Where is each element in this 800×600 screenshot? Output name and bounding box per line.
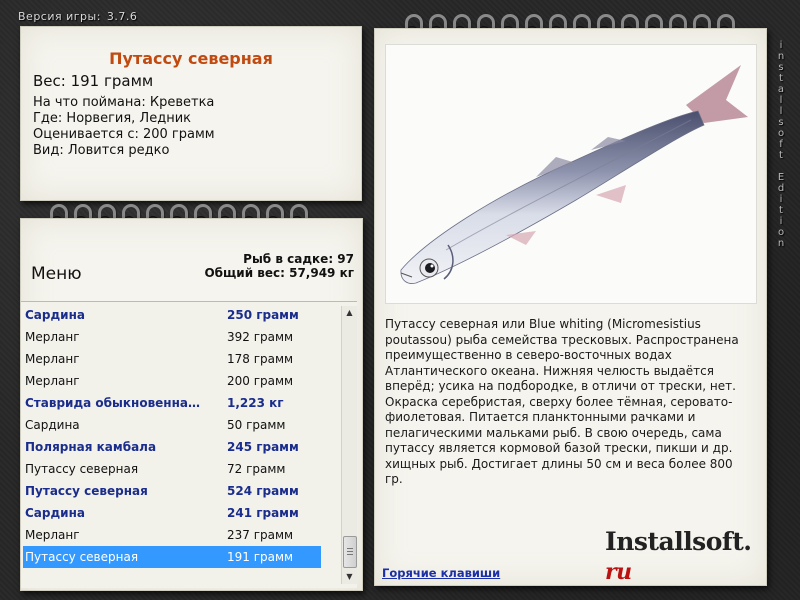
fish-photo (385, 44, 757, 304)
scroll-thumb[interactable] (343, 536, 357, 568)
catch-list-row[interactable] (23, 502, 321, 524)
fish-description: Путассу северная или Blue whiting (Micromesistius poutassou) рыба семейства тресковых. Распространена преимущественно в северо-восточных водах Атлантического океана. Нижняя челюсть выдаётся вперёд; усика на подбородке, в отличи от трески, нет. Окраска серебристая, сверху более тёмная, серовато-фиолетовая. Питается планктонными рачками и пелагическими мальками рыб. В свою очередь, сама путассу является кормовой базой трески, пикши и др. хищных рыб. Достигает длины 50 см и веса более 800 гр. (385, 317, 739, 486)
fish-info-card (20, 26, 362, 201)
catch-list-row[interactable] (23, 326, 321, 348)
brand-ru-text: ru (605, 559, 632, 585)
catch-fish-weight: 250 грамм (227, 308, 299, 322)
catch-fish-weight: 1,223 кг (227, 396, 284, 410)
catch-fish-name: Мерланг (25, 330, 80, 344)
total-weight: Общий вес: 57,949 кг (204, 266, 354, 280)
catch-fish-name: Путассу северная (25, 484, 148, 498)
catch-fish-name: Мерланг (25, 352, 80, 366)
version-label: Версия игры: (18, 10, 101, 23)
game-version (18, 10, 137, 23)
rarity-text: Вид: Ловится редко (33, 143, 170, 158)
fish-in-net-count: Рыб в садке: 97 (243, 252, 354, 266)
catch-fish-weight: 178 грамм (227, 352, 294, 366)
location-text: Где: Норвегия, Ледник (33, 111, 191, 126)
installsoft-logo (605, 527, 766, 585)
fish-details (33, 95, 215, 159)
menu-card (20, 218, 363, 591)
valued-from-text: Оценивается с: 200 грамм (33, 127, 215, 142)
catch-fish-weight: 237 грамм (227, 528, 294, 542)
brand-main-text: Installsoft. (605, 527, 752, 556)
catch-fish-weight: 241 грамм (227, 506, 299, 520)
catch-list-row[interactable] (23, 304, 321, 326)
catch-fish-weight: 191 грамм (227, 550, 294, 564)
fish-title: Путассу северная (109, 49, 273, 68)
menu-title: Меню (31, 264, 82, 284)
catch-fish-name: Путассу северная (25, 462, 139, 476)
catch-fish-weight: 392 грамм (227, 330, 294, 344)
catch-list-row[interactable] (23, 370, 321, 392)
fish-weight: Вес: 191 грамм (33, 72, 154, 90)
catch-stats (204, 252, 354, 280)
catch-fish-weight: 524 грамм (227, 484, 299, 498)
catch-list-row[interactable] (23, 480, 321, 502)
catch-fish-weight: 50 грамм (227, 418, 286, 432)
hotkeys-link[interactable]: Горячие клавиши (382, 566, 501, 580)
list-scrollbar[interactable] (341, 306, 357, 584)
fish-detail-card (374, 28, 767, 586)
version-number: 3.7.6 (106, 10, 138, 23)
catch-fish-name: Мерланг (25, 528, 80, 542)
catch-fish-weight: 72 грамм (227, 462, 286, 476)
catch-list-row[interactable] (23, 458, 321, 480)
catch-list-row[interactable] (23, 392, 321, 414)
catch-list-row[interactable] (23, 546, 321, 568)
catch-fish-name: Ставрида обыкновенна… (25, 396, 200, 410)
scroll-down-icon[interactable]: ▼ (346, 572, 353, 581)
catch-list[interactable] (21, 301, 357, 588)
catch-fish-name: Сардина (25, 308, 85, 322)
fish-illustration (386, 45, 756, 303)
catch-list-row[interactable] (23, 414, 321, 436)
catch-list-row[interactable] (23, 524, 321, 546)
caught-on-text: На что поймана: Креветка (33, 95, 215, 110)
scroll-up-icon[interactable]: ▲ (346, 308, 353, 317)
catch-fish-name: Мерланг (25, 374, 80, 388)
catch-fish-name: Сардина (25, 506, 85, 520)
edition-side-text: i n s t a l l s o f t E d i t i o n (777, 40, 785, 249)
catch-fish-name: Путассу северная (25, 550, 139, 564)
catch-fish-weight: 245 грамм (227, 440, 299, 454)
catch-list-row[interactable] (23, 348, 321, 370)
catch-fish-name: Сардина (25, 418, 80, 432)
catch-list-row[interactable] (23, 436, 321, 458)
catch-fish-name: Полярная камбала (25, 440, 157, 454)
catch-fish-weight: 200 грамм (227, 374, 294, 388)
